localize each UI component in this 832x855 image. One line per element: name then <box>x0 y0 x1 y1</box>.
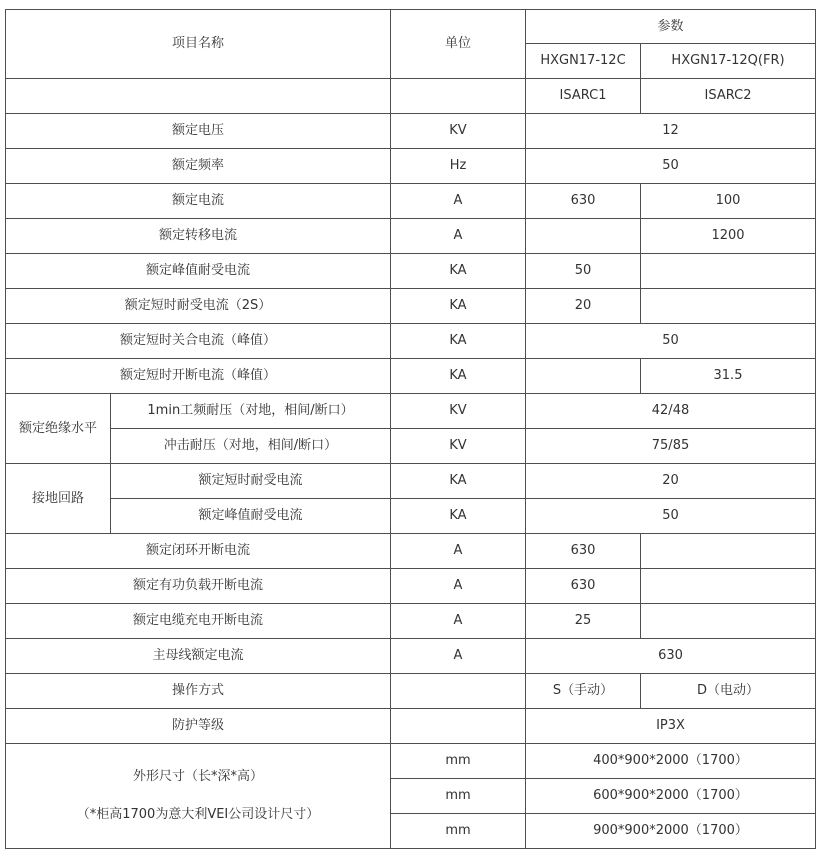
row-name: 冲击耐压（对地，相间/断口） <box>111 429 391 464</box>
header-model-1: HXGN17-12C <box>526 44 641 79</box>
row-unit: A <box>391 534 526 569</box>
row-name: 额定峰值耐受电流 <box>6 254 391 289</box>
row-value-1: 50 <box>526 254 641 289</box>
row-value-2 <box>641 604 816 639</box>
row-value: 75/85 <box>526 429 816 464</box>
row-unit: Hz <box>391 149 526 184</box>
row-unit: mm <box>391 814 526 849</box>
group-insulation: 额定绝缘水平 <box>6 394 111 464</box>
row-unit: A <box>391 604 526 639</box>
row-name: 额定短时耐受电流 <box>111 464 391 499</box>
table-row <box>6 429 816 464</box>
table-row <box>6 219 816 254</box>
header-item-name: 项目名称 <box>6 10 391 79</box>
row-value-1: 630 <box>526 569 641 604</box>
header-code-1: ISARC1 <box>526 79 641 114</box>
dimensions-cell <box>6 744 391 849</box>
dimensions-note: （*柜高1700为意大利VEI公司设计尺寸） <box>76 807 320 822</box>
row-unit <box>391 709 526 744</box>
row-unit: KA <box>391 359 526 394</box>
row-value: 50 <box>526 499 816 534</box>
table-row <box>6 254 816 289</box>
row-value-2 <box>641 534 816 569</box>
row-unit: KA <box>391 289 526 324</box>
row-value-1: S（手动） <box>526 674 641 709</box>
row-unit: A <box>391 219 526 254</box>
row-name: 操作方式 <box>6 674 391 709</box>
row-value-1: 630 <box>526 184 641 219</box>
row-unit: KA <box>391 324 526 359</box>
row-unit: KA <box>391 499 526 534</box>
row-value: IP3X <box>526 709 816 744</box>
row-unit: KV <box>391 429 526 464</box>
table-row <box>6 114 816 149</box>
row-unit <box>391 674 526 709</box>
table-row <box>6 324 816 359</box>
row-value: 20 <box>526 464 816 499</box>
table-row <box>6 184 816 219</box>
table-row <box>6 639 816 674</box>
header-item-name-cont <box>6 79 391 114</box>
parameter-table <box>5 9 816 849</box>
table-row <box>6 604 816 639</box>
row-value: 400*900*2000（1700） <box>526 744 816 779</box>
table-row <box>6 149 816 184</box>
table-row <box>6 499 816 534</box>
dimensions-name: 外形尺寸（长*深*高） <box>132 769 263 784</box>
row-name: 1min工频耐压（对地，相间/断口） <box>111 394 391 429</box>
row-unit: KV <box>391 114 526 149</box>
row-name: 额定短时耐受电流（2S） <box>6 289 391 324</box>
row-name: 额定电缆充电开断电流 <box>6 604 391 639</box>
row-unit: A <box>391 184 526 219</box>
table-row <box>6 464 816 499</box>
row-value-2 <box>641 289 816 324</box>
row-name: 额定峰值耐受电流 <box>111 499 391 534</box>
table-row <box>6 709 816 744</box>
row-name: 额定转移电流 <box>6 219 391 254</box>
table-row <box>6 534 816 569</box>
row-unit: KV <box>391 394 526 429</box>
row-value: 12 <box>526 114 816 149</box>
row-value-1 <box>526 219 641 254</box>
row-unit: A <box>391 639 526 674</box>
table-row <box>6 744 816 779</box>
row-value: 50 <box>526 149 816 184</box>
row-unit: A <box>391 569 526 604</box>
table-row <box>6 289 816 324</box>
row-value: 42/48 <box>526 394 816 429</box>
row-name: 额定频率 <box>6 149 391 184</box>
row-value-2: 1200 <box>641 219 816 254</box>
row-name: 额定电压 <box>6 114 391 149</box>
row-unit: KA <box>391 464 526 499</box>
row-value-2 <box>641 254 816 289</box>
header-unit-cont <box>391 79 526 114</box>
row-value-2 <box>641 569 816 604</box>
row-value-1: 20 <box>526 289 641 324</box>
table-row <box>6 674 816 709</box>
row-value-2: D（电动） <box>641 674 816 709</box>
row-unit: mm <box>391 744 526 779</box>
row-name: 额定电流 <box>6 184 391 219</box>
row-value-2: 31.5 <box>641 359 816 394</box>
row-value: 900*900*2000（1700） <box>526 814 816 849</box>
table-row <box>6 394 816 429</box>
row-value: 600*900*2000（1700） <box>526 779 816 814</box>
row-value-1: 25 <box>526 604 641 639</box>
header-params: 参数 <box>526 10 816 44</box>
header-unit: 单位 <box>391 10 526 79</box>
group-grounding: 接地回路 <box>6 464 111 534</box>
row-unit: mm <box>391 779 526 814</box>
table-row <box>6 569 816 604</box>
header-code-2: ISARC2 <box>641 79 816 114</box>
row-name: 额定有功负载开断电流 <box>6 569 391 604</box>
row-unit: KA <box>391 254 526 289</box>
row-value-2: 100 <box>641 184 816 219</box>
row-value-1: 630 <box>526 534 641 569</box>
row-name: 额定短时关合电流（峰值） <box>6 324 391 359</box>
row-value: 50 <box>526 324 816 359</box>
row-name: 额定短时开断电流（峰值） <box>6 359 391 394</box>
header-model-2: HXGN17-12Q(FR) <box>641 44 816 79</box>
row-name: 主母线额定电流 <box>6 639 391 674</box>
table-row <box>6 359 816 394</box>
row-value-1 <box>526 359 641 394</box>
row-value: 630 <box>526 639 816 674</box>
row-name: 防护等级 <box>6 709 391 744</box>
row-name: 额定闭环开断电流 <box>6 534 391 569</box>
